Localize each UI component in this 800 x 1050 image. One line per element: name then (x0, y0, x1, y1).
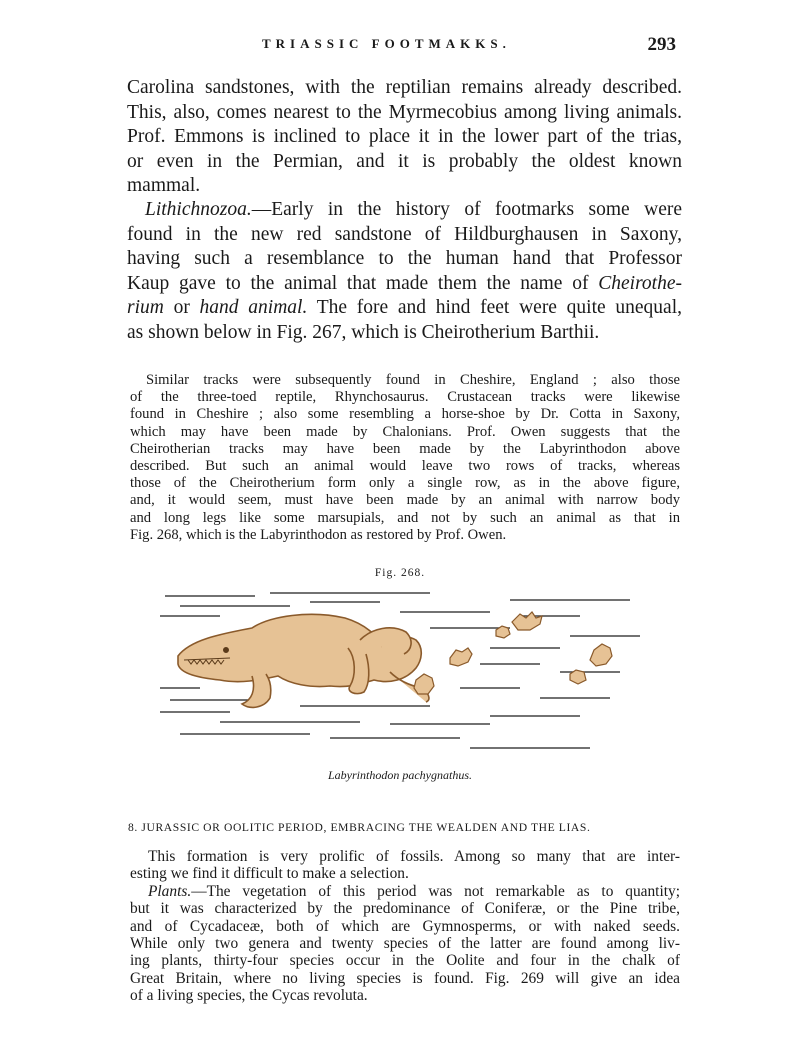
text-line: esting we find it difficult to make a selection. (130, 865, 409, 883)
text-line: or even in the Permian, and it is probably the oldest known (127, 150, 682, 172)
page-number: 293 (647, 34, 676, 55)
text-line: found in the new red sandstone of Hildburghausen in Saxony, (127, 223, 682, 245)
text-line: and long legs like some marsupials, and not by such an animal as that in (130, 509, 680, 526)
paragraph-jurassic (130, 848, 680, 1005)
paragraph-similar-tracks (130, 372, 680, 544)
text-line: mammal. (127, 175, 201, 196)
text-line (127, 296, 682, 321)
page-header (0, 36, 800, 60)
text-line: those of the Cheirotherium form only a single row, as in the above figure, (130, 475, 680, 492)
text-line: as shown below in Fig. 267, which is Cheirotherium Barthii. (127, 321, 600, 343)
text-line: and of Cycadaceæ, both of which are Gymnosperms, or with naked seeds. (130, 917, 680, 935)
text-line (127, 272, 682, 297)
text-line: of the three-toed reptile, Rhynchosaurus. Crustacean tracks were likewise (130, 389, 680, 406)
cheirotherium-term-end: rium (127, 297, 164, 318)
text-line: This, also, comes nearest to the Myrmecobius among living animals. (127, 101, 682, 123)
figure-label: Fig. 268. (374, 567, 426, 579)
cheirotherium-term: Cheirothe- (598, 272, 682, 294)
text-line (127, 198, 682, 223)
paragraph-carolina (127, 76, 682, 199)
text-line: having such a resemblance to the human hand that Professor (127, 248, 682, 269)
text-line: Similar tracks were subsequently found in Cheshire, England ; also those (146, 372, 680, 388)
hand-animal-term: hand animal. (199, 297, 308, 318)
text-line: While only two genera and twenty species of the latter are found among liv- (130, 935, 680, 953)
text-line: and, it would seem, must have been made by an animal with narrow body (130, 492, 680, 509)
text-line: ing plants, thirty-four species occur in the Oolite and four in the chalk of (130, 952, 680, 970)
text-line: which may have been made by Chalonians. Prof. Owen suggests that the (130, 423, 680, 440)
text-line: This formation is very prolific of fossils. Among so many that are inter- (148, 848, 680, 865)
text-span: or (163, 297, 200, 318)
text-line: but it was characterized by the predominance of Coniferæ, or the Pine tribe, (130, 900, 680, 918)
plants-term: Plants. (148, 882, 192, 900)
text-line: Cheirotherian tracks may have been made by the Labyrinthodon above (130, 440, 680, 457)
text-span: The fore and hind feet were quite unequal, (307, 297, 683, 318)
section-heading: 8. JURASSIC OR OOLITIC PERIOD, EMBRACING THE WEALDEN AND THE LIAS. (128, 821, 591, 834)
labyrinthodon-illustration (160, 588, 650, 758)
text-span: Kaup gave to the animal that made them the name of (127, 272, 599, 294)
text-line: Prof. Emmons is inclined to place it in the lower part of the trias, (127, 126, 682, 147)
figure-caption: Labyrinthodon pachygnathus. (328, 768, 472, 782)
text-span: —Early in the history of footmarks some were (251, 199, 682, 220)
text-line: Great Britain, where no living species is found. Fig. 269 will give an idea (130, 969, 680, 987)
paragraph-lithichnozoa (127, 198, 682, 345)
animal-body (178, 614, 429, 707)
text-line (130, 883, 680, 900)
text-line: found in Cheshire ; also some resembling a horse-shoe by Dr. Cotta in Saxony, (130, 406, 680, 423)
footprint-tracks (414, 612, 612, 694)
text-line: Carolina sandstones, with the reptilian remains already described. (127, 77, 682, 98)
text-span: —The vegetation of this period was not remarkable as to quantity; (191, 882, 680, 900)
running-title: TRIASSIC FOOTMAKKS. (262, 36, 511, 51)
text-line: described. But such an animal would leave two rows of tracks, whereas (130, 458, 680, 475)
text-line: of a living species, the Cycas revoluta. (130, 987, 368, 1005)
text-line: Fig. 268, which is the Labyrinthodon as restored by Prof. Owen. (130, 526, 507, 543)
lithichnozoa-term: Lithichnozoa. (145, 199, 252, 220)
